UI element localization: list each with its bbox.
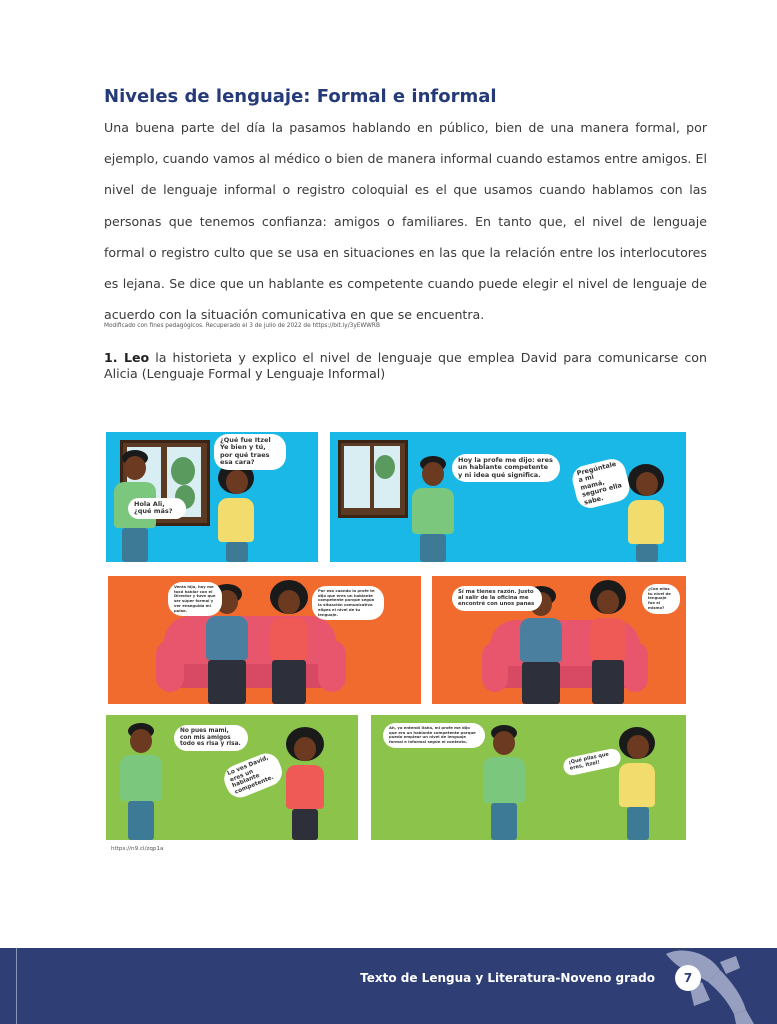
mother-character (268, 580, 310, 704)
alicia-character (626, 464, 666, 562)
intro-paragraph: Una buena parte del día la pasamos hablando en público, bien de una manera formal, por ejemplo, cuando vamos al médico o bien de manera informal cuando estamos entre amigos. El nivel de lenguaje informal o registro coloquial es el que usamos cuando hablamos con las personas que tenemos confianza: amigos o familiares. En tanto que, el nivel de lenguaje formal o registro culto que se usa en situaciones en las que la relación entre los interlocutores es lejana. Se dice que un hablante es competente cuando puede elegir el nivel de lenguaje de acuerdo con la situación comunicativa en que se encuentra. (104, 120, 707, 323)
speech-bubble: Sí ma tienes razón. Justo al salir de la oficina me encontré con unos panas (452, 586, 542, 611)
david-character (410, 456, 456, 562)
david-character (118, 723, 164, 840)
speech-bubble: Lo ves David, eres un hablante competente. (220, 749, 286, 801)
mother-character (284, 727, 326, 840)
speech-bubble: Verás hija, hoy me tocó hablar con el Director y tuve que ser súper formal y ver enseguida mi pulso. (168, 582, 222, 616)
footer-title: Texto de Lengua y Literatura-Noveno grado (360, 971, 655, 985)
speech-bubble: Pregúntale a mi mamá, seguro ella sabe. (570, 456, 633, 511)
page-footer (0, 948, 777, 1024)
mother-character (588, 580, 628, 704)
speech-bubble: No pues mami, con mis amigos todo es risa y risa. (174, 725, 248, 751)
comic-panel-6 (371, 715, 686, 840)
comic-panel-4 (432, 576, 686, 704)
image-credit: https://n9.cl/zqp1a (111, 846, 164, 852)
speech-bubble: ¡Qué pilas que eres, Itzel! (562, 747, 622, 776)
alicia-character (216, 462, 256, 562)
rocket-icon (650, 948, 760, 1024)
window (338, 440, 408, 518)
comic-panel-3 (108, 576, 421, 704)
page-number: 7 (675, 965, 701, 991)
footer-divider (16, 948, 17, 1024)
comic-panel-1 (106, 432, 318, 562)
activity-number: 1. Leo (104, 350, 150, 365)
speech-bubble: Ah, ya entendí Ilaha, mi profe me dijo que era un hablante competente porque puedo emplear un nivel de lenguaje formal e informal según el contexto. (383, 723, 485, 748)
comic-panel-2 (330, 432, 686, 562)
speech-bubble: Hoy la profe me dijo: eres un hablante competente y ni idea qué significa. (452, 454, 560, 482)
speech-bubble: ¿Con ellos tu nivel de lenguaje fue el mismo? (642, 584, 680, 614)
activity-instruction (104, 350, 707, 382)
speech-bubble: Por eso cuando la profe te dijo que eres un hablante competente porque según la situación comunicativa eliges el nivel de tu lenguaje. (312, 586, 384, 620)
source-note: Modificado con fines pedagógicos. Recuperado el 3 de julio de 2022 de https://bit.ly/3yEWWRB (104, 323, 380, 329)
activity-text: la historieta y explico el nivel de lenguaje que emplea David para comunicarse con Alicia (Lenguaje Formal y Lenguaje Informal) (104, 350, 707, 381)
david-character (481, 725, 527, 840)
speech-bubble: Hola Ali, ¿qué más? (128, 498, 186, 519)
page-title: Niveles de lenguaje: Formal e informal (104, 86, 497, 107)
alicia-character (617, 727, 657, 840)
speech-bubble: ¿Qué fue Itzel Ye bien y tú, por qué traes esa cara? (214, 434, 286, 470)
comic-panel-5 (106, 715, 358, 840)
